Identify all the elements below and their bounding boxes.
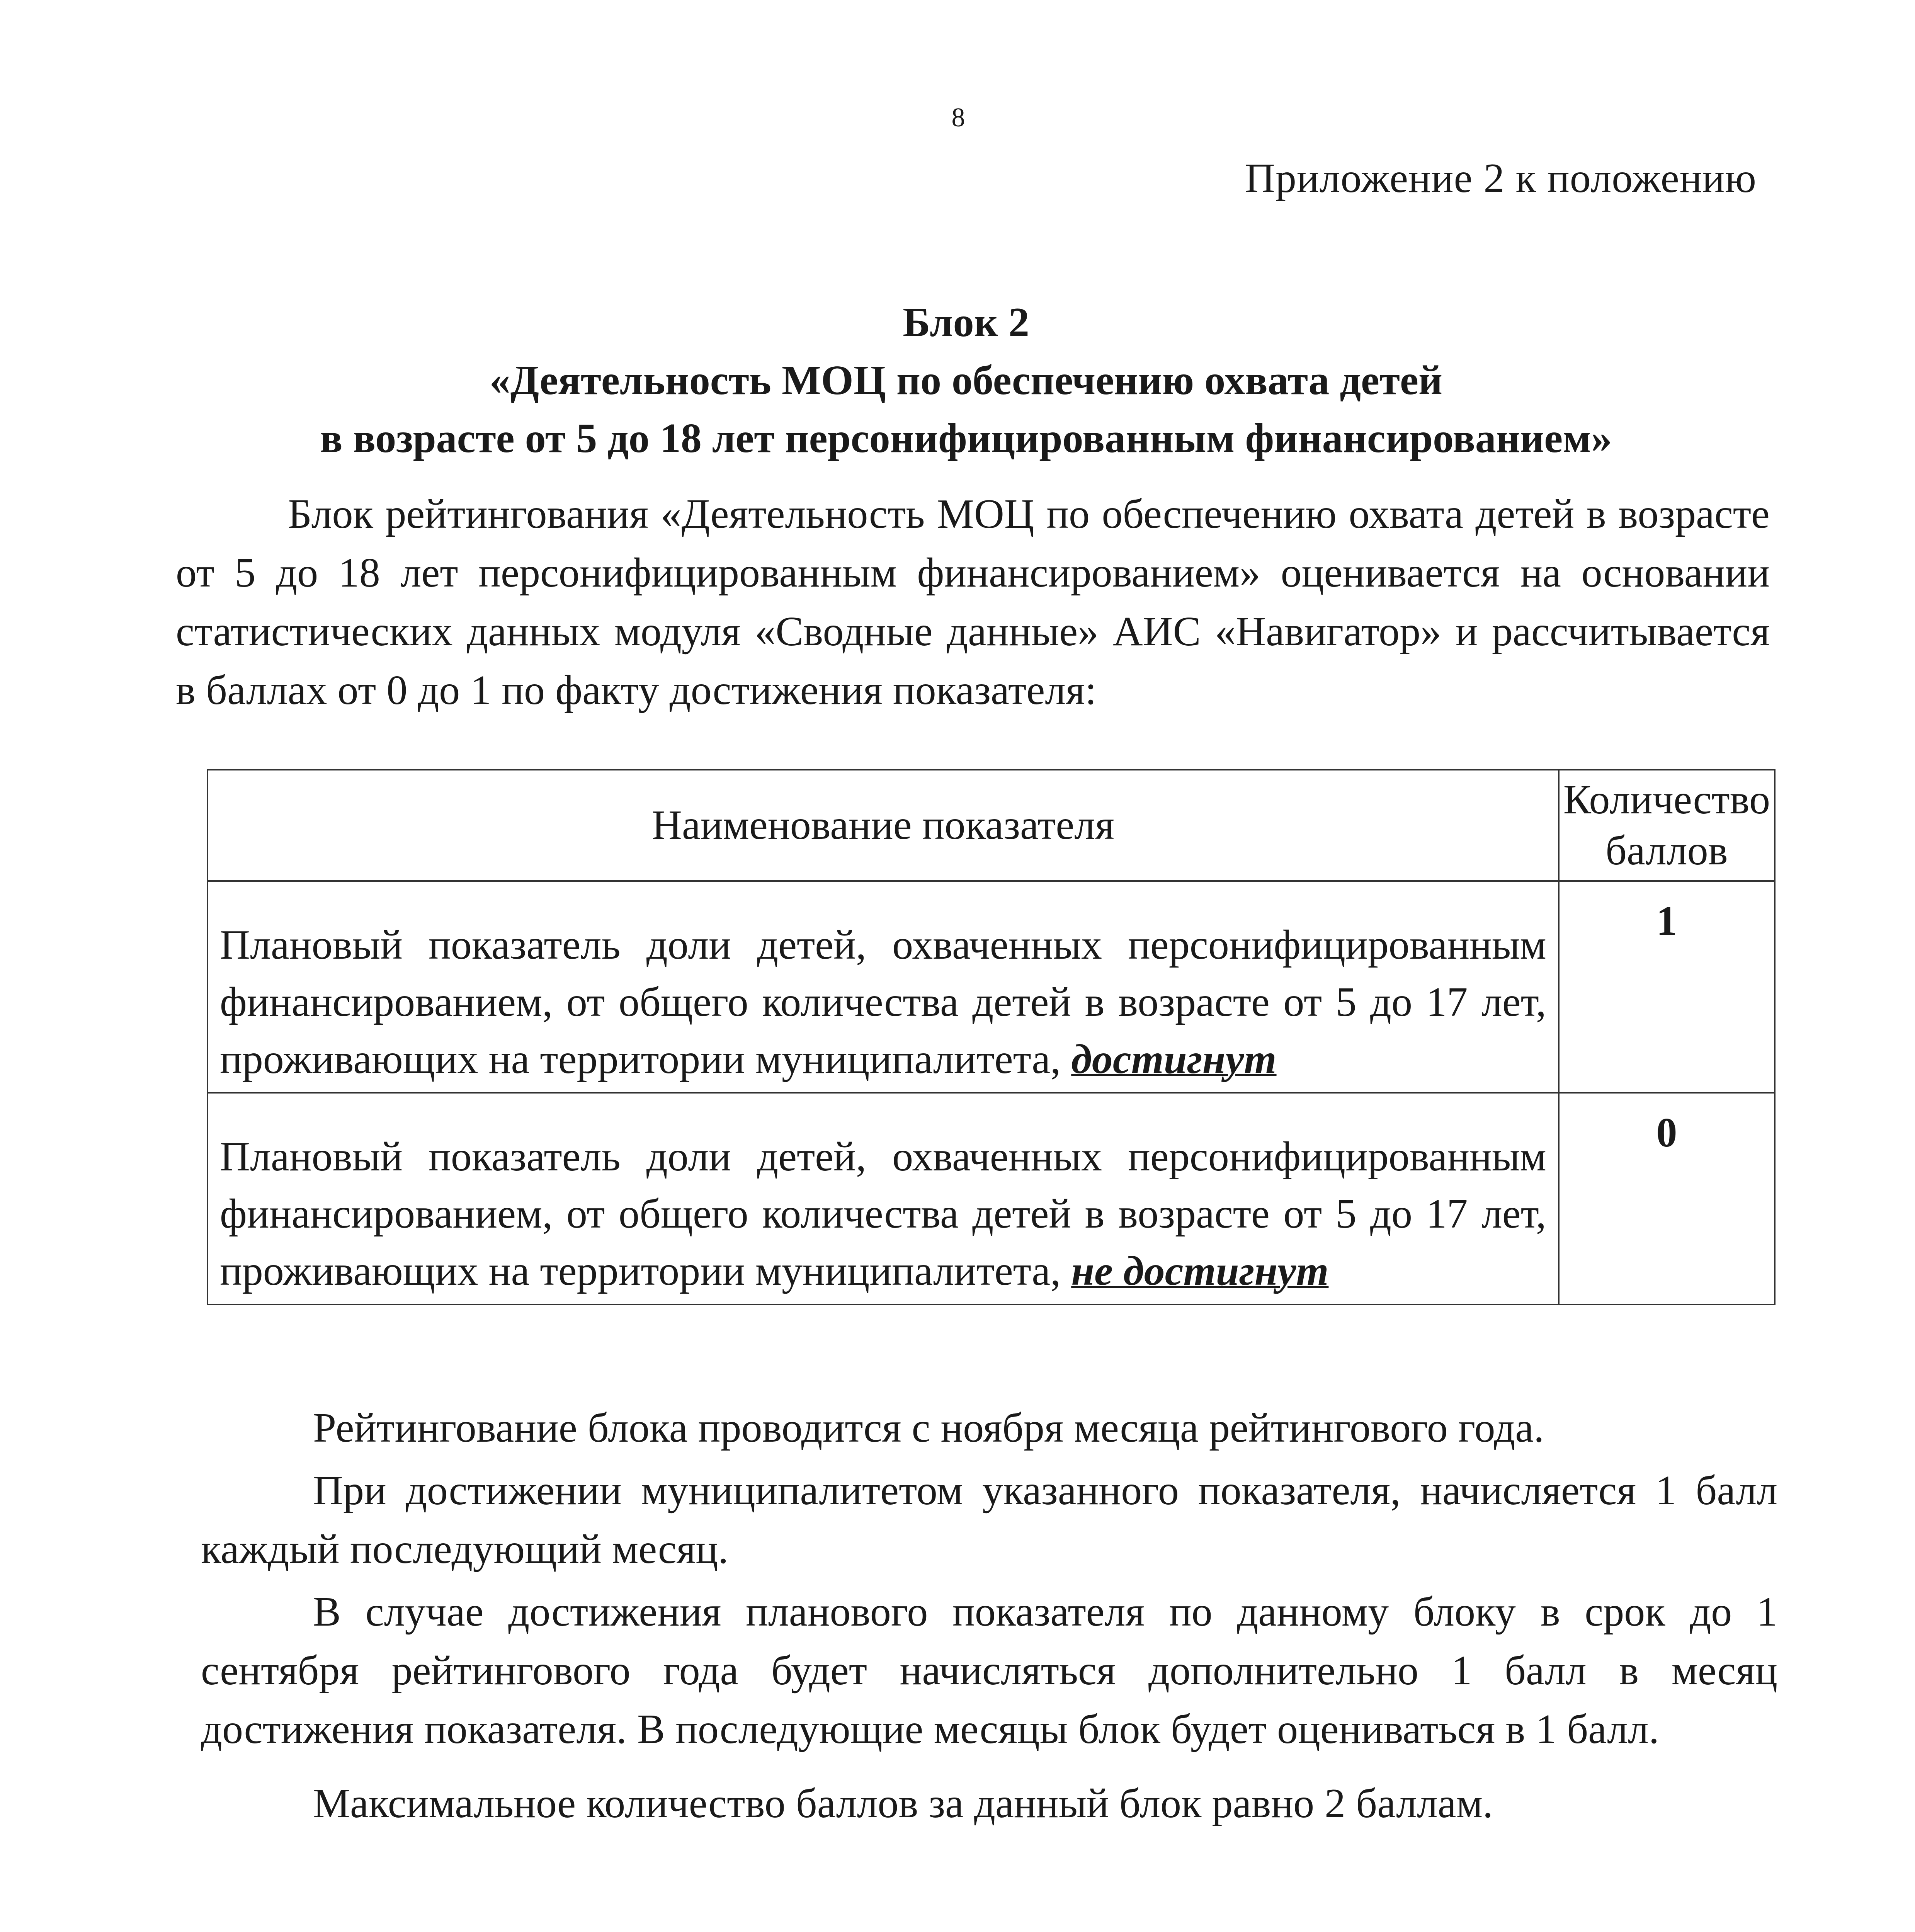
table-header-row <box>207 770 1775 881</box>
indicator-table <box>207 769 1776 1305</box>
rule-paragraph: В случае достижения планового показателя по данному блоку в срок до 1 сентября рейтингового года будет начисляться дополнительно 1 балл в месяц достижения показателя. В последующие месяцы блок будет оцениваться в 1 балл. <box>201 1589 1777 1752</box>
indicator-text: Плановый показатель доли детей, охваченных персонифицированным финансированием, от общего количества детей в возрасте от 5 до 17 лет, проживающих на территории муниципалитета, <box>220 922 1546 1082</box>
rules-section <box>201 1399 1777 1837</box>
rule-paragraph: Максимальное количество баллов за данный блок равно 2 баллам. <box>313 1781 1493 1827</box>
header-score: Количество баллов <box>1559 770 1775 881</box>
block-title-line-3: в возрасте от 5 до 18 лет персонифицированным финансированием» <box>320 415 1612 461</box>
header-indicator-name: Наименование показателя <box>207 770 1559 881</box>
indicator-text: Плановый показатель доли детей, охваченных персонифицированным финансированием, от общего количества детей в возрасте от 5 до 17 лет, проживающих на территории муниципалитета, <box>220 1134 1546 1294</box>
table-row <box>207 1093 1775 1304</box>
score-cell: 1 <box>1559 881 1775 1093</box>
block-title <box>155 294 1777 468</box>
score-cell: 0 <box>1559 1093 1775 1304</box>
table-row <box>207 881 1775 1093</box>
block-title-line-2: «Деятельность МОЦ по обеспечению охвата детей <box>489 357 1443 403</box>
rule-paragraph: Рейтингование блока проводится с ноября месяца рейтингового года. <box>313 1405 1544 1451</box>
block-title-line-1: Блок 2 <box>903 299 1029 345</box>
indicator-status: достигнут <box>1071 1036 1277 1082</box>
rule-paragraph: При достижении муниципалитетом указанного показателя, начисляется 1 балл каждый последующий месяц. <box>201 1468 1777 1572</box>
indicator-cell <box>207 1093 1559 1304</box>
appendix-label: Приложение 2 к положению <box>1245 155 1757 201</box>
indicator-status: не достигнут <box>1071 1248 1329 1294</box>
page-number: 8 <box>951 103 965 133</box>
intro-paragraph: Блок рейтингования «Деятельность МОЦ по обеспечению охвата детей в возрасте от 5 до 18 лет персонифицированным финансированием» оценивается на основании статистических данных модуля «Сводные данные» АИС «Навигатор» и рассчитывается в баллах от 0 до 1 по факту достижения показателя: <box>176 491 1770 713</box>
indicator-cell <box>207 881 1559 1093</box>
